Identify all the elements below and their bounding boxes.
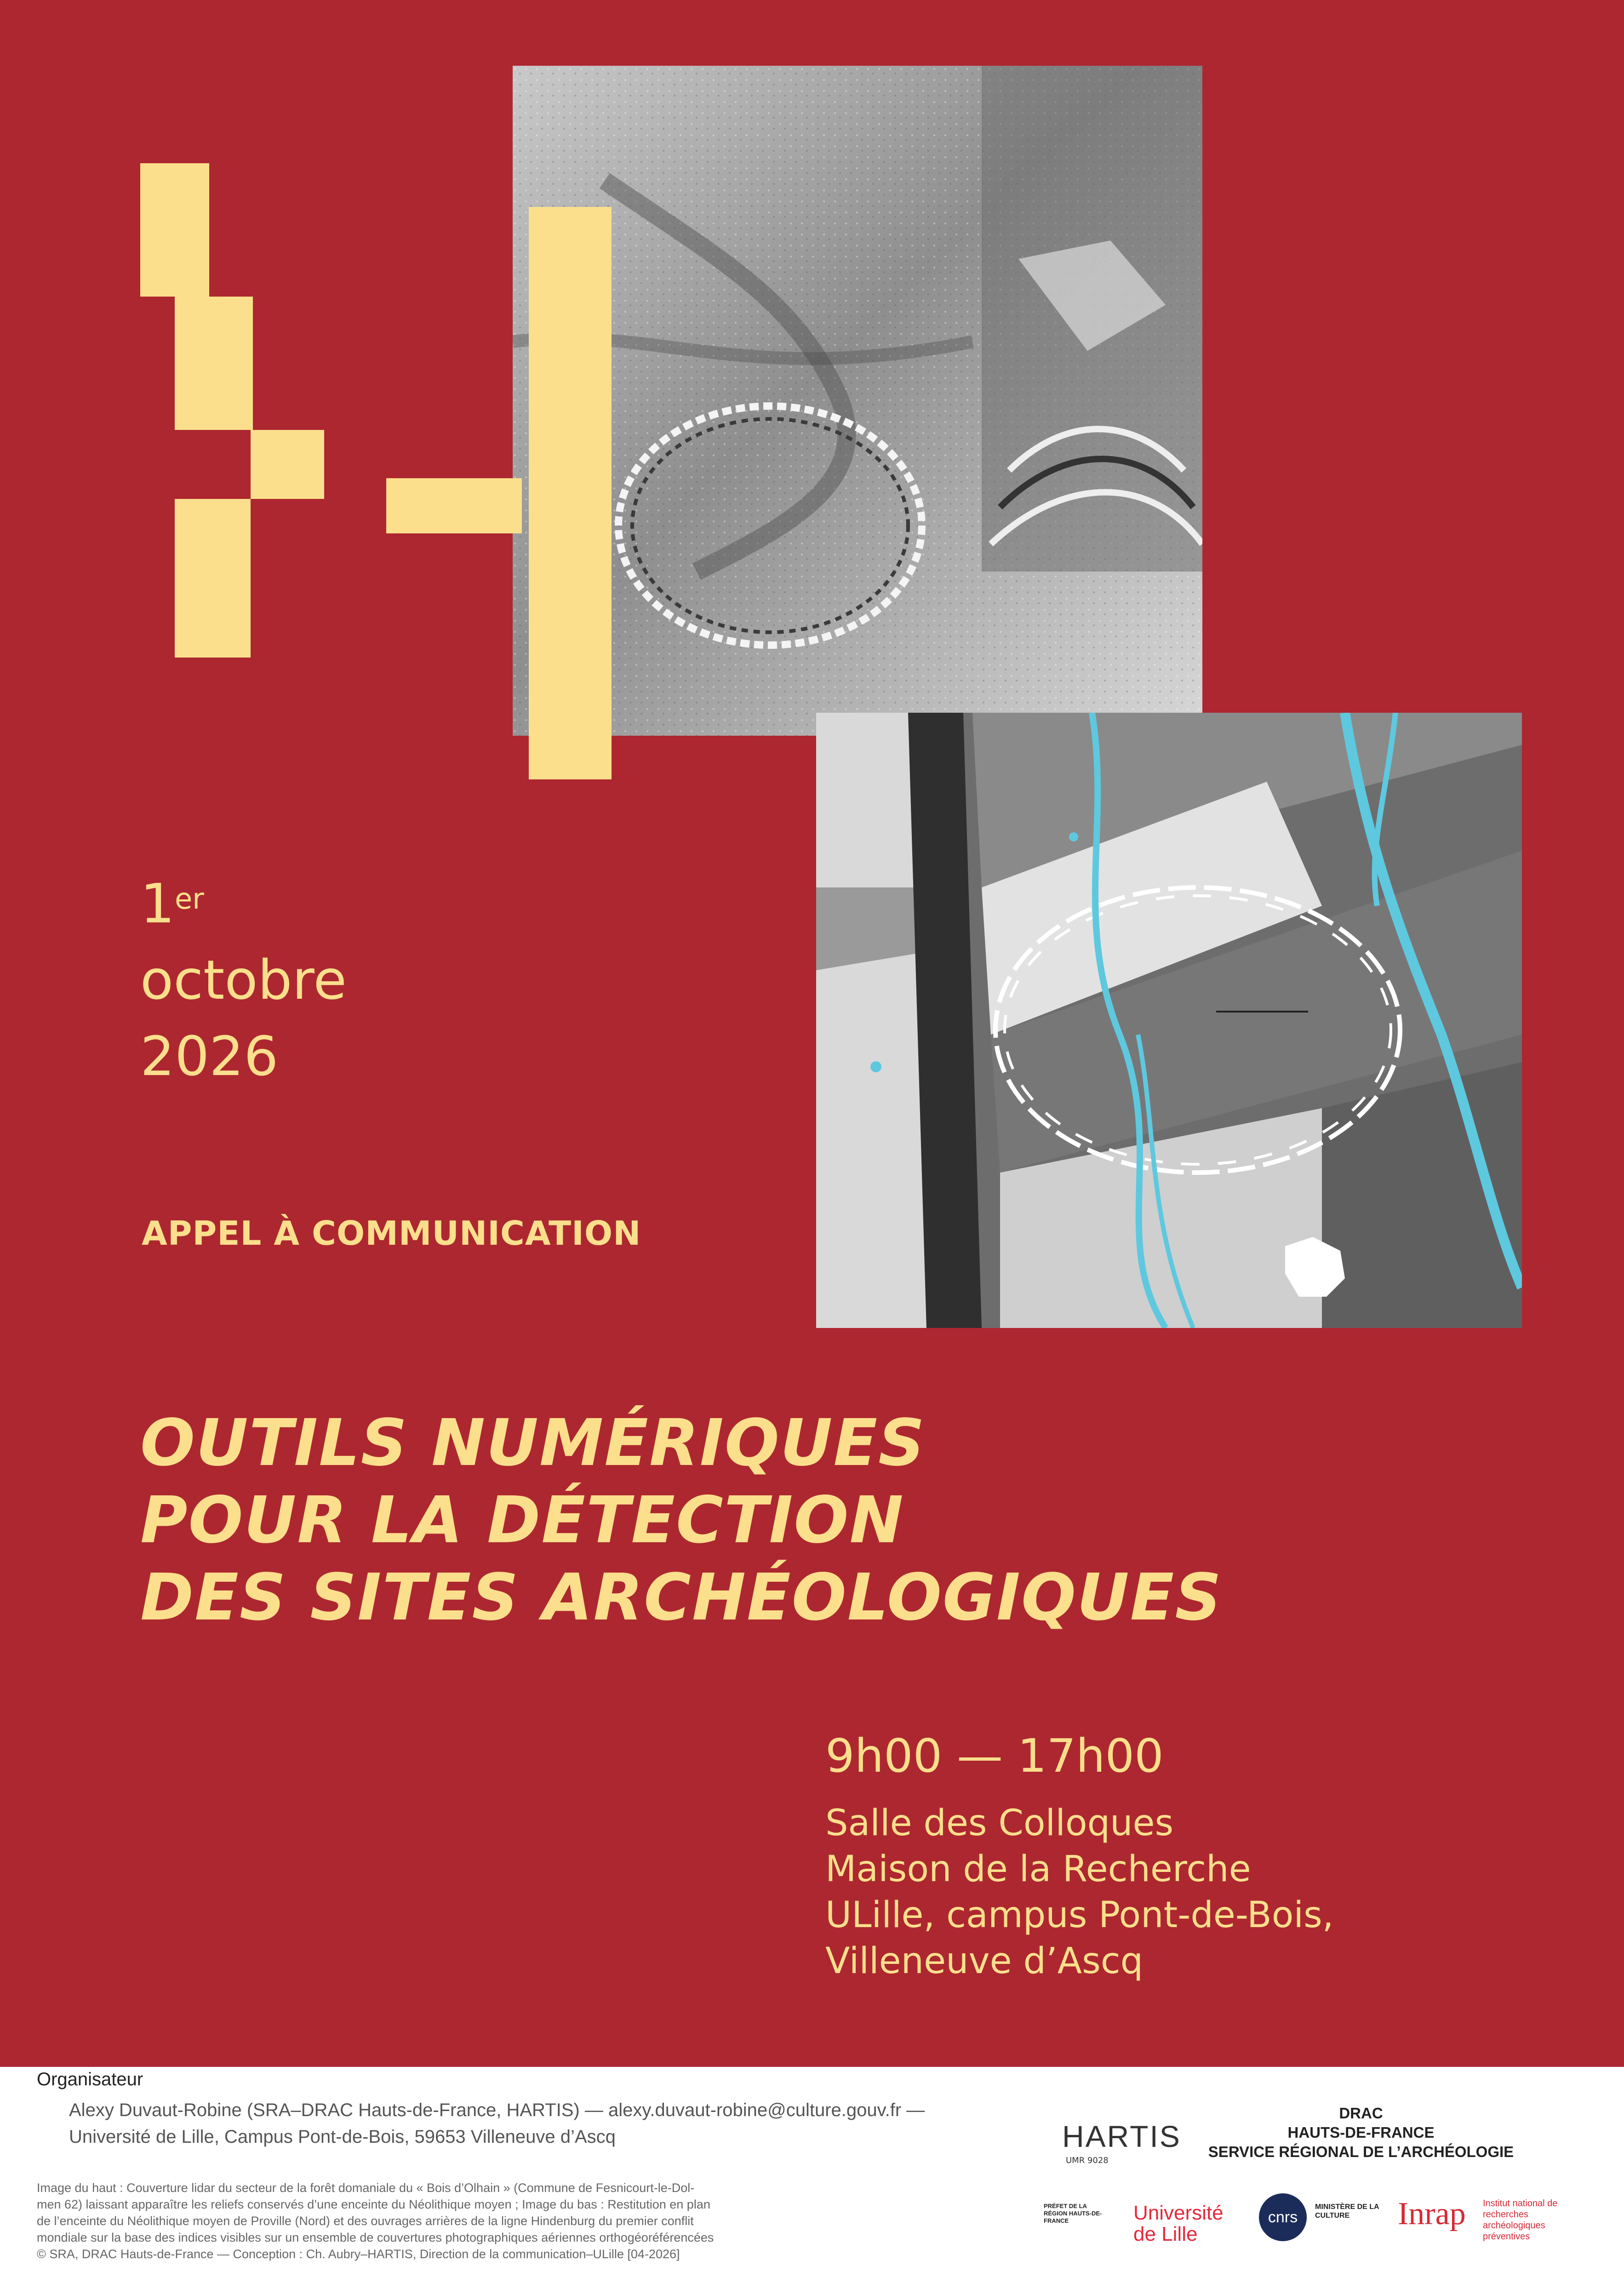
lidar-relief-image	[513, 66, 1202, 736]
prefet-logo: PRÉFET DE LA RÉGION HAUTS-DE-FRANCE	[1044, 2203, 1102, 2224]
motif-block	[529, 207, 612, 779]
event-hours: 9h00 — 17h00	[825, 1729, 1164, 1783]
title-line: OUTILS NUMÉRIQUES	[140, 1406, 926, 1481]
credit-line: © SRA, DRAC Hauts-de-France — Conception : Ch. Aubry–HARTIS, Direction de la communication–ULille [04-2026]	[37, 2247, 680, 2261]
title-line: POUR LA DÉTECTION	[140, 1483, 904, 1558]
drac-line: DRAC	[1339, 2105, 1383, 2122]
hartis-logo-subtitle: UMR 9028	[1066, 2156, 1109, 2165]
date-day: 1	[140, 872, 175, 935]
ministere-logo: MINISTÈRE DE LA CULTURE	[1315, 2203, 1379, 2220]
venue-line: Villeneuve d’Ascq	[825, 1940, 1144, 1982]
inrap-full-name: Institut national de recherches archéologiques préventives	[1483, 2198, 1558, 2242]
event-title	[140, 1405, 1520, 1637]
motif-block	[175, 566, 251, 658]
cnrs-logo: cnrs	[1259, 2193, 1307, 2241]
motif-block	[251, 430, 324, 499]
organizer-details	[69, 2097, 925, 2150]
event-venue	[825, 1800, 1334, 1984]
inrap-logo: Inrap	[1398, 2196, 1466, 2232]
title-line: DES SITES ARCHÉOLOGIQUES	[140, 1560, 1223, 1635]
date-suffix: er	[175, 882, 204, 916]
drac-logo	[1195, 2104, 1527, 2162]
drac-line: SERVICE RÉGIONAL DE L’ARCHÉOLOGIE	[1208, 2143, 1514, 2160]
venue-line: Maison de la Recherche	[825, 1848, 1251, 1890]
date-month: octobre	[140, 948, 347, 1012]
date-year: 2026	[140, 1024, 279, 1088]
motif-block	[386, 478, 522, 533]
event-date	[140, 872, 347, 1088]
organizer-line: Alexy Duvaut-Robine (SRA–DRAC Hauts-de-France, HARTIS) — alexy.duvaut-robine@culture.gouv.fr —	[69, 2100, 925, 2120]
aerial-photo-with-plan	[816, 713, 1522, 1328]
ulille-logo: Université de Lille	[1133, 2202, 1224, 2245]
hartis-logo: HARTIS	[1062, 2119, 1181, 2153]
motif-block	[175, 297, 253, 430]
organizer-heading: Organisateur	[37, 2069, 143, 2089]
motif-block	[175, 499, 251, 566]
motif-block	[140, 163, 209, 297]
credit-line: de l’enceinte du Néolithique moyen de Proville (Nord) et des ouvrages arrières de la ligne Hindenburg du premier conflit	[37, 2214, 694, 2228]
credit-line: Image du haut : Couverture lidar du secteur de la forêt domaniale du « Bois d’Olhain » (Commune de Fesnicourt-le-Dol-	[37, 2181, 695, 2195]
call-for-papers: APPEL À COMMUNICATION	[142, 1214, 641, 1253]
credit-line: mondiale sur la base des indices visibles sur un ensemble de couvertures photographiques aériennes orthogéoréférencées	[37, 2231, 714, 2244]
drac-line: HAUTS-DE-FRANCE	[1287, 2124, 1435, 2141]
organizer-line: Université de Lille, Campus Pont-de-Bois, 59653 Villeneuve d’Ascq	[69, 2127, 616, 2147]
venue-line: ULille, campus Pont-de-Bois,	[825, 1894, 1334, 1936]
image-credits	[37, 2180, 1062, 2262]
credit-line: men 62) laissant apparaître les reliefs conservés d’une enceinte du Néolithique moyen ; Image du bas : Restitution en plan	[37, 2197, 710, 2211]
venue-line: Salle des Colloques	[825, 1803, 1174, 1844]
